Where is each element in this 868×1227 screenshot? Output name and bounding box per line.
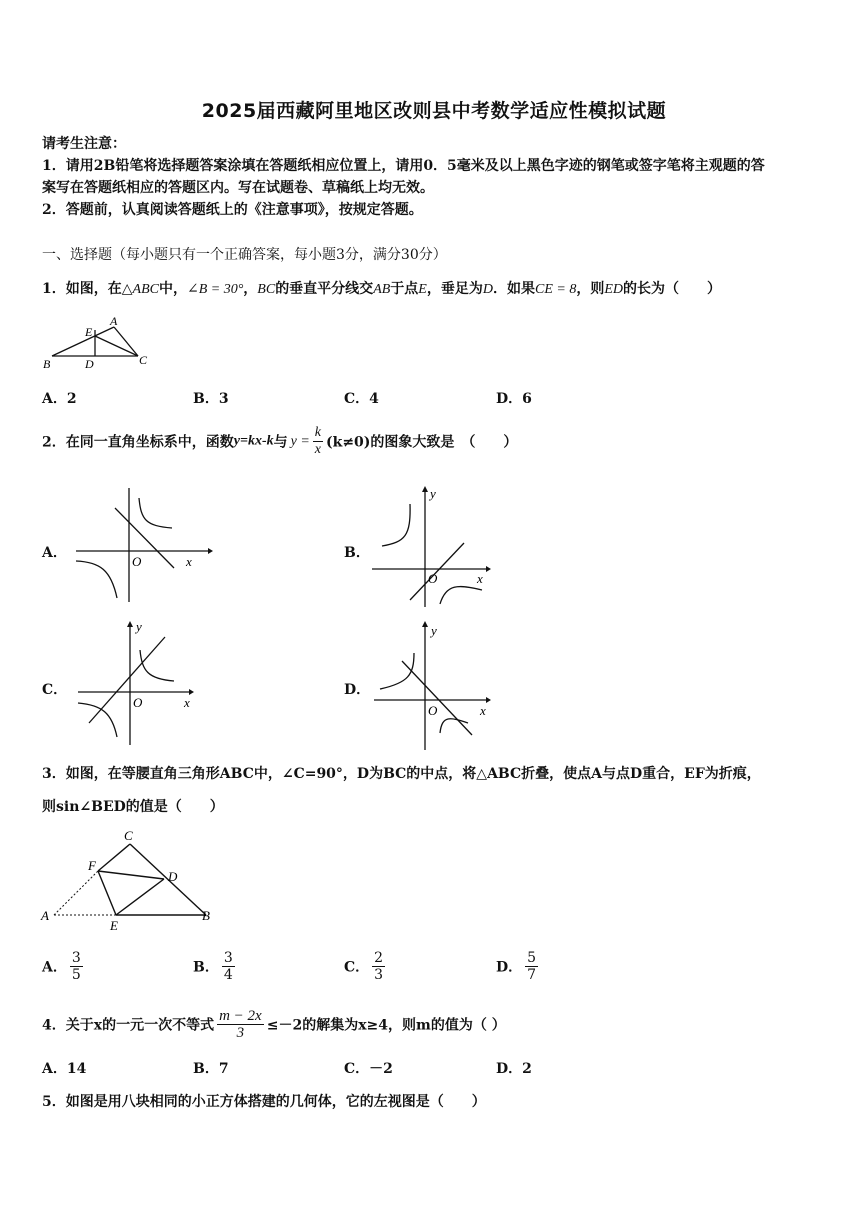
q4-option-a: A．14: [42, 1061, 87, 1077]
q1-option-a: A．2: [42, 391, 77, 407]
q1-option-d: D．6: [496, 391, 532, 407]
page-title: 2025届西藏阿里地区改则县中考数学适应性模拟试题: [201, 100, 667, 122]
q3-option-b: B． $\frac{3}{4}$: [193, 950, 233, 983]
q3-option-a: A． $\frac{3}{5}$: [42, 950, 81, 983]
svg-text:F: F: [88, 858, 96, 873]
question-1-figure: [40, 312, 160, 374]
label-D: D: [85, 357, 94, 371]
q1-option-c: C．4: [344, 391, 379, 407]
section-heading: 一、选择题（每小题只有一个正确答案，每小题3分，满分30分）: [42, 247, 447, 263]
svg-text:O: O: [132, 554, 142, 569]
svg-text:E: E: [110, 918, 118, 933]
q2-graph-d: [370, 615, 500, 753]
notice-item-2: 2．答题前，认真阅读答题纸上的《注意事项》，按规定答题。: [42, 202, 423, 218]
svg-text:B: B: [202, 908, 210, 923]
svg-text:O: O: [133, 695, 143, 710]
svg-text:C: C: [124, 828, 133, 843]
q2-graph-a: [72, 484, 217, 609]
question-3-line-1: 3．如图，在等腰直角三角形ABC中，∠C=90°，D为BC的中点，将△ABC折叠，使点A与点D重合，EF为折痕，: [42, 766, 761, 782]
question-2-text: 2．在同一直角坐标系中，函数y=kx-k与 y = $\frac{k}{x}$ (k≠0)的图象大致是 （ ）: [42, 425, 518, 457]
question-3-figure: [38, 826, 228, 934]
q2-option-d: D．: [344, 682, 371, 698]
svg-text:y: y: [136, 619, 142, 634]
label-A: A: [110, 314, 118, 328]
svg-text:O: O: [428, 703, 438, 718]
notice-item-1-line-1: 1．请用2B铅笔将选择题答案涂填在答题纸相应位置上，请用0．5毫米及以上黑色字迹的钢笔或签字笔将主观题的答: [42, 158, 765, 174]
q2-option-b: B．: [344, 545, 370, 561]
notice-item-1-line-2: 案写在答题纸相应的答题区内。写在试题卷、草稿纸上均无效。: [42, 180, 434, 196]
question-4-text: 4．关于x的一元一次不等式 $\frac{m - 2x}{3}$ ≤－2的解集为x≥4，则m的值为（ ）: [42, 1008, 506, 1041]
label-C: C: [139, 353, 148, 367]
q4-option-b: B．7: [193, 1061, 229, 1077]
label-E: E: [85, 325, 93, 339]
q3-option-d: D． $\frac{5}{7}$: [496, 950, 537, 983]
svg-text:x: x: [480, 703, 486, 718]
q4-option-c: C．－2: [344, 1061, 393, 1077]
svg-text:O: O: [428, 571, 438, 586]
question-5-text: 5．如图是用八块相同的小正方体搭建的几何体，它的左视图是（ ）: [42, 1094, 486, 1110]
svg-text:x: x: [184, 695, 190, 710]
q1-option-b: B．3: [193, 391, 229, 407]
question-1-text: 1．如图，在△ABC中，∠B = 30°，BC的垂直平分线交AB于点E，垂足为D．如果CE = 8，则ED的长为（ ）: [42, 281, 721, 297]
label-B: B: [43, 357, 51, 371]
svg-text:x: x: [477, 571, 483, 586]
q2-option-a: A．: [42, 545, 67, 561]
svg-text:A: A: [41, 908, 49, 923]
q2-option-c: C．: [42, 682, 68, 698]
svg-text:x: x: [186, 554, 192, 569]
q2-graph-c: [72, 615, 202, 747]
svg-text:D: D: [168, 869, 178, 884]
question-3-line-2: 则sin∠BED的值是（ ）: [42, 799, 224, 815]
notice-heading: 请考生注意：: [42, 136, 126, 152]
svg-text:y: y: [430, 486, 436, 501]
q3-option-c: C． $\frac{2}{3}$: [344, 950, 384, 983]
svg-text:y: y: [431, 623, 437, 638]
q4-option-d: D．2: [496, 1061, 532, 1077]
q2-graph-b: [370, 482, 500, 610]
